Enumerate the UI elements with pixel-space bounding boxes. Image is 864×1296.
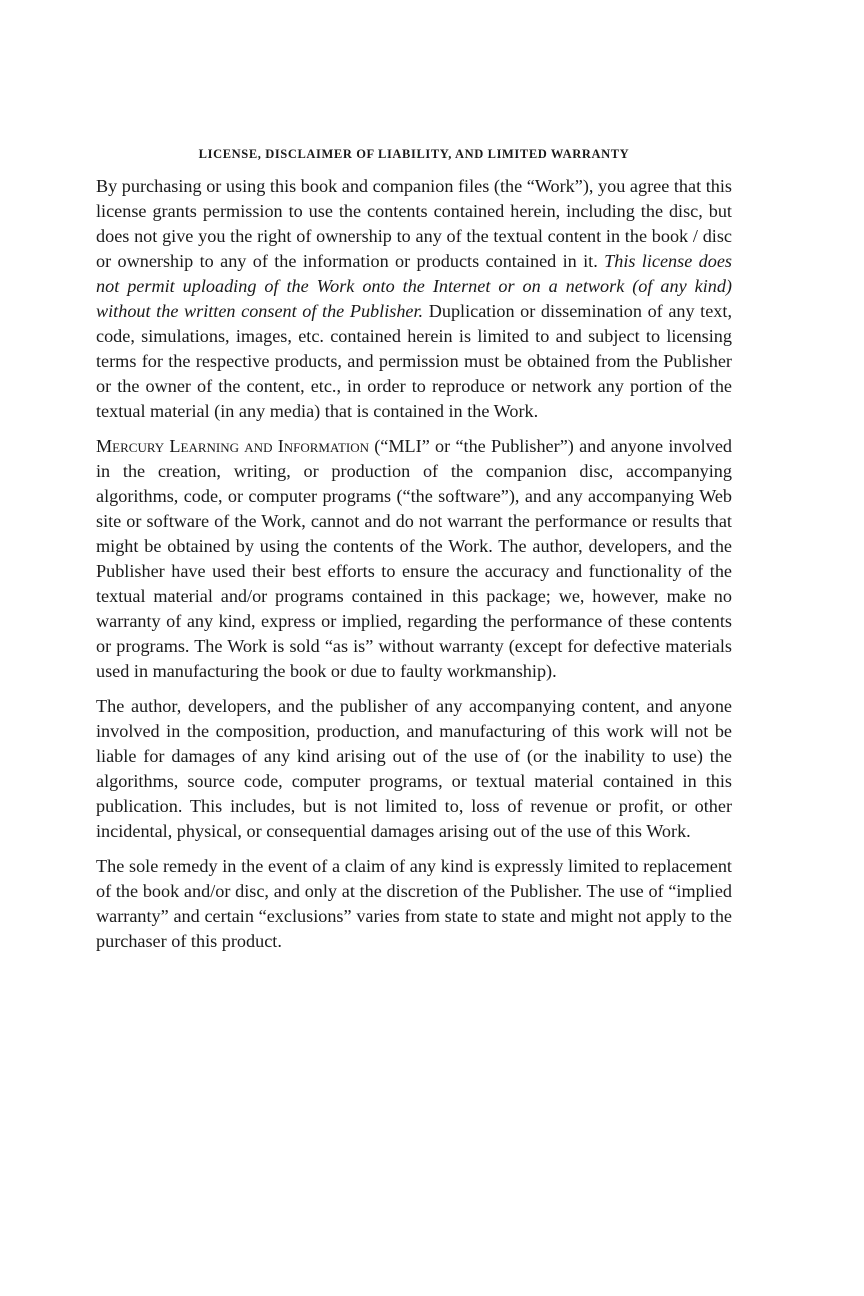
license-grant-text: By purchasing or using this book and companion files (the “Work”), you agree that this license grants permission to use the contents contained herein, including the disc, but does not give you the right of ownership to any of the textual content in the book / disc or ownership to any of the information or products contained in it. <box>96 176 732 271</box>
paragraph-remedy: The sole remedy in the event of a claim of any kind is expressly limited to replacement of the book and/or disc, and only at the discretion of the Publisher. The use of “implied warranty” and certain “exclusions” varies from state to state and might not apply to the purchaser of this product. <box>96 856 732 951</box>
upload-restriction-text: This license does not permit uploading of the Work onto the Internet or on a network (of any kind) without the written consent of the Publisher. <box>96 251 732 321</box>
paragraph-license-grant <box>96 174 732 424</box>
publisher-name: Mercury Learning and Information <box>96 436 369 456</box>
duplication-terms-text: Duplication or dissemination of any text, code, simulations, images, etc. contained herein is limited to and subject to licensing terms for the respective products, and permission must be obtained from the Publisher or the owner of the content, etc., in order to reproduce or network any portion of the textual material (in any media) that is contained in the Work. <box>96 301 732 421</box>
paragraph-warranty-disclaimer <box>96 434 732 684</box>
warranty-disclaimer-text: (“MLI” or “the Publisher”) and anyone involved in the creation, writing, or production of the companion disc, accompanying algorithms, code, or computer programs (“the software”), and any accompanying Web site or software of the Work, cannot and do not warrant the performance or results that might be obtained by using the contents of the Work. The author, developers, and the Publisher have used their best efforts to ensure the accuracy and functionality of the textual material and/or programs contained in this package; we, however, make no warranty of any kind, express or implied, regarding the performance of these contents or programs. The Work is sold “as is” without warranty (except for defective materials used in manufacturing the book or due to faulty workmanship). <box>96 436 732 681</box>
paragraph-liability: The author, developers, and the publisher of any accompanying content, and anyone involved in the composition, production, and manufacturing of this work will not be liable for damages of any kind arising out of the use of (or the inability to use) the algorithms, source code, computer programs, or textual material contained in this publication. This includes, but is not limited to, loss of revenue or profit, or other incidental, physical, or consequential damages arising out of the use of this Work. <box>96 696 732 841</box>
page-heading: LICENSE, DISCLAIMER OF LIABILITY, AND LIMITED WARRANTY <box>198 147 630 161</box>
license-body <box>96 174 732 964</box>
